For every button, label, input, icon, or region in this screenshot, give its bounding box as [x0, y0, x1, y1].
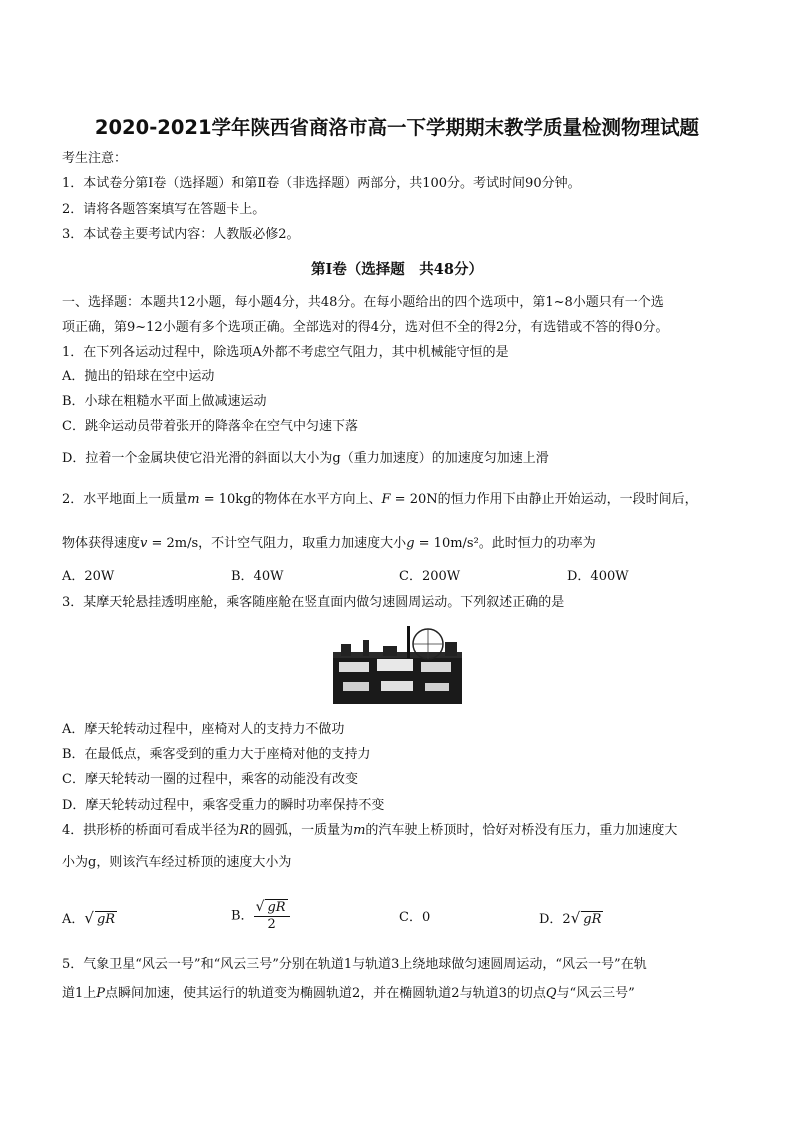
note-3: 3．本试卷主要考试内容：人教版必修2。 [62, 227, 300, 242]
note-2: 2．请将各题答案填写在答题卡上。 [62, 202, 266, 217]
q3-option-b: B．在最低点，乘客受到的重力大于座椅对他的支持力 [62, 747, 371, 762]
q4-option-d [539, 909, 603, 929]
q2-option-c: C．200W [399, 569, 461, 584]
q2-text: = 10kg的物体在水平方向上、 [199, 492, 382, 507]
q5-line-2 [62, 985, 635, 1003]
q2-text: 2．水平地面上一质量 [62, 492, 188, 507]
q4-option-a-radicand: gR [96, 912, 116, 927]
q4-stem-line-1 [62, 822, 677, 840]
exam-title: 2020-2021学年陕西省商洛市高一下学期期末教学质量检测物理试题 [94, 116, 700, 139]
q1-option-d: D．拉着一个金属块使它沿光滑的斜面以大小为g（重力加速度）的加速度匀加速上滑 [62, 451, 549, 466]
q2-option-a: A．20W [62, 569, 115, 584]
q2-option-b: B．40W [231, 569, 284, 584]
q1-stem: 1．在下列各运动过程中，除选项A外都不考虑空气阻力，其中机械能守恒的是 [62, 345, 509, 360]
q4-option-d-radicand: gR [583, 912, 602, 927]
q2-symbol-v: v [140, 536, 148, 551]
q2-text: = 20N的恒力作用下由静止开始运动，一段时间后， [390, 492, 698, 507]
q1-option-a: A．抛出的铅球在空中运动 [62, 369, 215, 384]
q2-symbol-f: F [381, 492, 391, 507]
q4-option-b-label: B． [231, 908, 254, 924]
q1-option-b: B．小球在粗糙水平面上做减速运动 [62, 394, 267, 409]
intro-line-1: 一、选择题：本题共12小题，每小题4分，共48分。在每小题给出的四个选项中，第1~8小题只有一个选 [62, 295, 664, 310]
q5-text: 点瞬间加速，使其运行的轨道变为椭圆轨道2，并在椭圆轨道2与轨道3的切点 [105, 986, 546, 1001]
q4-text: 4．拱形桥的桥面可看成半径为 [62, 823, 240, 838]
q5-text: 与“风云三号” [556, 986, 635, 1001]
q3-stem: 3．某摩天轮悬挂透明座舱，乘客随座舱在竖直面内做匀速圆周运动。下列叙述正确的是 [62, 595, 565, 610]
q3-option-a: A．摩天轮转动过程中，座椅对人的支持力不做功 [62, 722, 345, 737]
q4-option-a [62, 909, 117, 929]
ferris-wheel-photo [333, 626, 462, 704]
q4-option-a-label: A． [62, 912, 85, 927]
q4-option-b [231, 899, 290, 933]
q4-option-b-radicand: gR [267, 900, 286, 915]
q4-symbol-m: m [353, 823, 366, 838]
notes-heading: 考生注意： [62, 151, 128, 166]
q2-text: = 2m/s，不计空气阻力，取重力加速度大小 [147, 536, 407, 551]
fraction-numerator [254, 899, 290, 917]
q2-stem-line-1 [62, 491, 698, 509]
q2-stem-line-2 [62, 535, 596, 553]
sqrt-symbol: √ [255, 899, 265, 915]
intro-line-2: 项正确，第9~12小题有多个选项正确。全部选对的得4分，选对但不全的得2分，有选错或不答的得0分。 [62, 320, 669, 335]
q5-symbol-p: P [96, 986, 106, 1001]
q3-option-d: D．摩天轮转动过程中，乘客受重力的瞬时功率保持不变 [62, 798, 385, 813]
q4-symbol-r: R [239, 823, 250, 838]
q4-option-c: C．0 [399, 910, 431, 925]
q3-option-c: C．摩天轮转动一圈的过程中，乘客的动能没有改变 [62, 772, 358, 787]
q4-stem-line-2: 小为g，则该汽车经过桥顶的速度大小为 [62, 855, 292, 870]
q5-symbol-q: Q [545, 986, 557, 1001]
q2-option-d: D．400W [567, 569, 629, 584]
q4-option-d-label: D．2 [539, 912, 571, 927]
q5-text: 道1上 [62, 986, 97, 1001]
section-title: 第Ⅰ卷（选择题 共48分） [311, 261, 483, 278]
q2-symbol-g: g [406, 536, 415, 551]
q4-option-b-denominator: 2 [267, 917, 276, 932]
note-1: 1．本试卷分第Ⅰ卷（选择题）和第Ⅱ卷（非选择题）两部分，共100分。考试时间90分钟。 [62, 176, 581, 191]
q2-symbol-m: m [187, 492, 200, 507]
q5-line-1: 5．气象卫星“风云一号”和“风云三号”分别在轨道1与轨道3上绕地球做匀速圆周运动，“风云一号”在轨 [62, 957, 647, 972]
q1-option-c: C．跳伞运动员带着张开的降落伞在空气中匀速下落 [62, 419, 358, 434]
sqrt-symbol: √ [84, 909, 94, 927]
q4-text: 的汽车驶上桥顶时，恰好对桥没有压力，重力加速度大 [365, 823, 678, 838]
fraction [254, 899, 290, 933]
sqrt-symbol: √ [570, 909, 581, 927]
q2-text: 物体获得速度 [62, 536, 141, 551]
q2-text: = 10m/s²。此时恒力的功率为 [414, 536, 596, 551]
q4-text: 的圆弧，一质量为 [249, 823, 354, 838]
